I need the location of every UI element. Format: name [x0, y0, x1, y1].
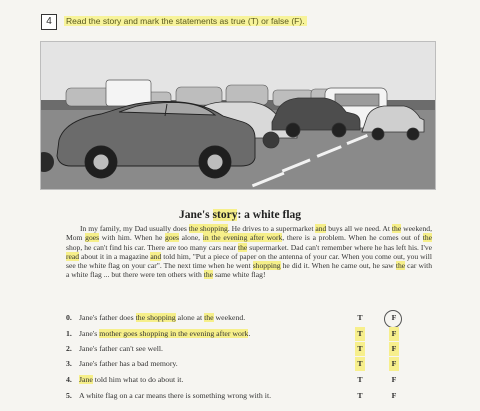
statement-row: [66, 357, 432, 371]
false-option[interactable]: F: [389, 357, 399, 371]
true-option[interactable]: T: [355, 357, 365, 371]
statement-text: [79, 389, 271, 403]
highlighted-word: and: [315, 224, 327, 233]
story-paragraph: [66, 224, 432, 280]
statement-text: [79, 373, 183, 387]
story-text: shop, he can't find his car. There are too many cars near: [66, 242, 239, 252]
true-option[interactable]: T: [355, 327, 365, 341]
statement-row: [66, 327, 432, 341]
true-option[interactable]: T: [355, 342, 365, 356]
parking-lot-image: [41, 42, 435, 189]
statement-row: [66, 311, 432, 325]
false-option[interactable]: F: [391, 391, 397, 400]
highlighted-word: the shopping: [188, 224, 228, 233]
story-text: buys all we need. At: [326, 224, 392, 233]
true-option[interactable]: T: [357, 375, 363, 384]
statement-row: [66, 342, 432, 356]
false-option[interactable]: F: [389, 327, 399, 341]
story-text: told him, "Put a piece of paper on the antenna of your car. When you come out, you will see the white flag on your car". The next time when he went: [66, 251, 432, 270]
statement-part: Jane's father has a bad memory.: [79, 359, 178, 368]
highlighted-word: shopping: [252, 261, 281, 270]
highlighted-word: read: [66, 251, 80, 261]
statement-number: 4.: [66, 375, 72, 384]
statement-part: told him what to do about it.: [92, 375, 184, 384]
story-text: car with a white flag ... but there were ten others with: [66, 261, 432, 280]
task-instruction: Read the story and mark the statements as true (T) or false (F).: [66, 16, 305, 26]
parking-lot-illustration: [40, 41, 436, 190]
statement-number: 3.: [66, 359, 72, 368]
story-text: same white flag!: [212, 270, 266, 280]
highlighted-phrase: Jane: [79, 375, 93, 384]
story-title-highlight: story: [212, 209, 238, 221]
statement-part: .: [248, 329, 251, 338]
highlighted-word: the: [238, 242, 248, 252]
statement-part: weekend.: [213, 313, 246, 322]
highlighted-word: the: [422, 233, 432, 243]
highlighted-word: and: [150, 251, 162, 261]
highlighted-word: the: [391, 224, 402, 233]
story-text: he did it. When he came out, he saw: [280, 261, 396, 270]
task-number-box: 4: [41, 14, 57, 30]
story-text: weekend, Mom: [66, 224, 432, 243]
statement-text: [79, 311, 245, 325]
statement-number: 2.: [66, 344, 72, 353]
story-text: , there is a problem. When he comes out of: [282, 233, 423, 243]
statement-number: 1.: [66, 329, 72, 338]
statement-row: [66, 389, 432, 403]
story-text: In my family, my Dad usually does: [80, 224, 189, 233]
statement-text: [79, 357, 178, 371]
story-title: [0, 209, 480, 221]
highlighted-word: goes: [85, 233, 100, 243]
statement-row: [66, 373, 432, 387]
statement-part: Jane's: [79, 329, 100, 338]
story-text: supermarket. Dad can't remember where he has left his. I've: [247, 242, 432, 252]
statement-number: 0.: [66, 313, 72, 322]
highlighted-phrase: mother goes shopping in the evening after work: [99, 329, 249, 338]
statement-part: Jane's father does: [79, 313, 136, 322]
false-option[interactable]: F: [389, 342, 399, 356]
highlighted-word: in the evening after work: [202, 233, 283, 243]
highlighted-word: the: [395, 261, 406, 270]
statement-part: Jane's father can't see well.: [79, 344, 163, 353]
story-text: about it in a magazine: [79, 251, 151, 261]
false-option[interactable]: F: [391, 375, 397, 384]
statement-text: [79, 342, 163, 356]
story-text: with him. When he: [99, 233, 166, 243]
highlighted-phrase: the: [204, 313, 214, 322]
statement-text: [79, 327, 250, 341]
statement-part: A white flag on a car means there is something wrong with it.: [79, 391, 272, 400]
story-text: alone,: [178, 233, 203, 243]
story-body: [66, 224, 432, 280]
true-option[interactable]: T: [357, 313, 363, 322]
story-title-part2: : a white flag: [237, 209, 302, 221]
true-option[interactable]: T: [357, 391, 363, 400]
highlighted-word: the: [203, 270, 213, 280]
statement-number: 5.: [66, 391, 72, 400]
false-option[interactable]: F: [391, 313, 397, 322]
highlighted-word: goes: [165, 233, 179, 243]
story-title-part1: Jane's: [178, 209, 213, 221]
statement-part: alone at: [175, 313, 205, 322]
story-text: . He drives to a supermarket: [227, 224, 316, 233]
highlighted-phrase: the shopping: [135, 313, 176, 322]
